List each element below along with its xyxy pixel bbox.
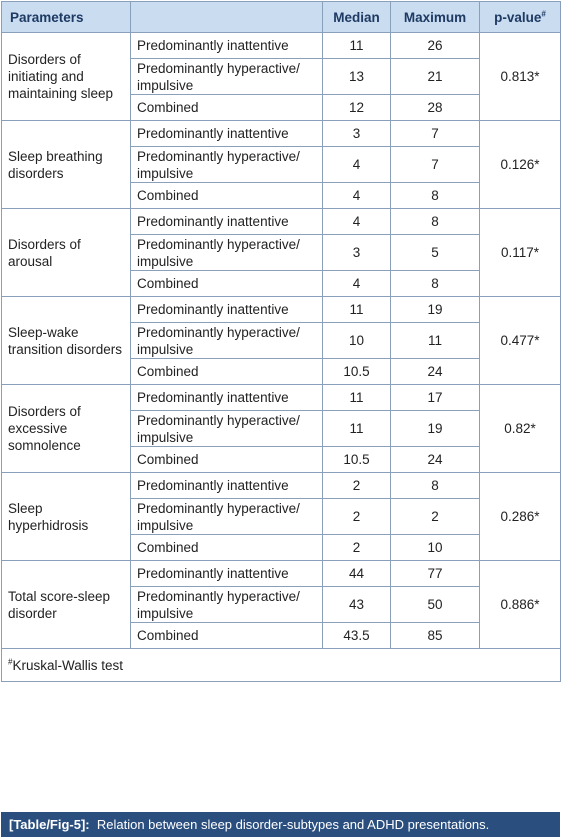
header-median: Median <box>323 2 391 33</box>
subtype-cell: Predominantly inattentive <box>131 473 323 499</box>
parameter-cell: Disorders of initiating and maintaining sleep <box>2 33 131 121</box>
pvalue-cell: 0.82* <box>480 385 561 473</box>
parameter-cell: Sleep hyperhidrosis <box>2 473 131 561</box>
median-cell: 3 <box>323 121 391 147</box>
subtype-cell: Predominantly hyperactive/ impulsive <box>131 587 323 623</box>
median-cell: 4 <box>323 271 391 297</box>
header-subtype <box>131 2 323 33</box>
header-row <box>2 2 561 33</box>
median-cell: 10 <box>323 323 391 359</box>
maximum-cell: 2 <box>391 499 480 535</box>
subtype-cell: Combined <box>131 271 323 297</box>
median-cell: 13 <box>323 59 391 95</box>
parameter-cell: Sleep breathing disorders <box>2 121 131 209</box>
median-cell: 12 <box>323 95 391 121</box>
pvalue-cell: 0.813* <box>480 33 561 121</box>
median-cell: 4 <box>323 209 391 235</box>
subtype-cell: Combined <box>131 95 323 121</box>
maximum-cell: 11 <box>391 323 480 359</box>
maximum-cell: 24 <box>391 359 480 385</box>
subtype-cell: Predominantly inattentive <box>131 385 323 411</box>
parameter-cell: Disorders of arousal <box>2 209 131 297</box>
parameter-cell: Disorders of excessive somnolence <box>2 385 131 473</box>
parameter-cell: Total score-sleep disorder <box>2 561 131 649</box>
subtype-cell: Predominantly inattentive <box>131 33 323 59</box>
maximum-cell: 17 <box>391 385 480 411</box>
header-parameters: Parameters <box>2 2 131 33</box>
median-cell: 11 <box>323 33 391 59</box>
pvalue-cell: 0.477* <box>480 297 561 385</box>
maximum-cell: 77 <box>391 561 480 587</box>
median-cell: 2 <box>323 535 391 561</box>
median-cell: 11 <box>323 297 391 323</box>
subtype-cell: Predominantly hyperactive/ impulsive <box>131 147 323 183</box>
table-row <box>2 385 561 411</box>
subtype-cell: Predominantly inattentive <box>131 561 323 587</box>
maximum-cell: 8 <box>391 209 480 235</box>
table-row <box>2 33 561 59</box>
footnote-mark: # <box>8 657 13 666</box>
maximum-cell: 5 <box>391 235 480 271</box>
subtype-cell: Predominantly hyperactive/ impulsive <box>131 499 323 535</box>
table-row <box>2 473 561 499</box>
footnote-row <box>2 649 561 682</box>
footnote-text: Kruskal-Wallis test <box>12 657 123 673</box>
table-row <box>2 209 561 235</box>
subtype-cell: Predominantly hyperactive/ impulsive <box>131 235 323 271</box>
table-row <box>2 121 561 147</box>
table-body <box>2 33 561 649</box>
median-cell: 11 <box>323 385 391 411</box>
maximum-cell: 26 <box>391 33 480 59</box>
maximum-cell: 10 <box>391 535 480 561</box>
subtype-cell: Predominantly hyperactive/ impulsive <box>131 411 323 447</box>
maximum-cell: 7 <box>391 147 480 183</box>
subtype-cell: Combined <box>131 359 323 385</box>
subtype-cell: Combined <box>131 623 323 649</box>
figure-caption <box>1 812 560 837</box>
maximum-cell: 7 <box>391 121 480 147</box>
maximum-cell: 19 <box>391 411 480 447</box>
header-maximum: Maximum <box>391 2 480 33</box>
maximum-cell: 24 <box>391 447 480 473</box>
subtype-cell: Predominantly hyperactive/ impulsive <box>131 323 323 359</box>
parameter-cell: Sleep-wake transition disorders <box>2 297 131 385</box>
subtype-cell: Combined <box>131 535 323 561</box>
median-cell: 43 <box>323 587 391 623</box>
median-cell: 10.5 <box>323 359 391 385</box>
caption-text: Relation between sleep disorder-subtypes and ADHD presentations. <box>96 817 490 832</box>
subtype-cell: Combined <box>131 447 323 473</box>
maximum-cell: 85 <box>391 623 480 649</box>
subtype-cell: Predominantly inattentive <box>131 209 323 235</box>
median-cell: 44 <box>323 561 391 587</box>
median-cell: 4 <box>323 183 391 209</box>
subtype-cell: Predominantly inattentive <box>131 297 323 323</box>
maximum-cell: 21 <box>391 59 480 95</box>
maximum-cell: 8 <box>391 271 480 297</box>
results-table <box>1 1 561 682</box>
median-cell: 43.5 <box>323 623 391 649</box>
pvalue-cell: 0.126* <box>480 121 561 209</box>
header-pvalue-text: p-value <box>494 9 542 25</box>
maximum-cell: 8 <box>391 473 480 499</box>
subtype-cell: Predominantly inattentive <box>131 121 323 147</box>
maximum-cell: 50 <box>391 587 480 623</box>
pvalue-cell: 0.886* <box>480 561 561 649</box>
table-row <box>2 297 561 323</box>
pvalue-cell: 0.117* <box>480 209 561 297</box>
median-cell: 11 <box>323 411 391 447</box>
maximum-cell: 28 <box>391 95 480 121</box>
median-cell: 2 <box>323 473 391 499</box>
subtype-cell: Combined <box>131 183 323 209</box>
median-cell: 2 <box>323 499 391 535</box>
header-pvalue <box>480 2 561 33</box>
header-pvalue-sup: # <box>541 9 546 18</box>
table-row <box>2 561 561 587</box>
subtype-cell: Predominantly hyperactive/ impulsive <box>131 59 323 95</box>
maximum-cell: 19 <box>391 297 480 323</box>
median-cell: 10.5 <box>323 447 391 473</box>
maximum-cell: 8 <box>391 183 480 209</box>
footnote <box>2 649 561 682</box>
caption-label: [Table/Fig-5]: <box>9 817 90 832</box>
median-cell: 4 <box>323 147 391 183</box>
pvalue-cell: 0.286* <box>480 473 561 561</box>
median-cell: 3 <box>323 235 391 271</box>
